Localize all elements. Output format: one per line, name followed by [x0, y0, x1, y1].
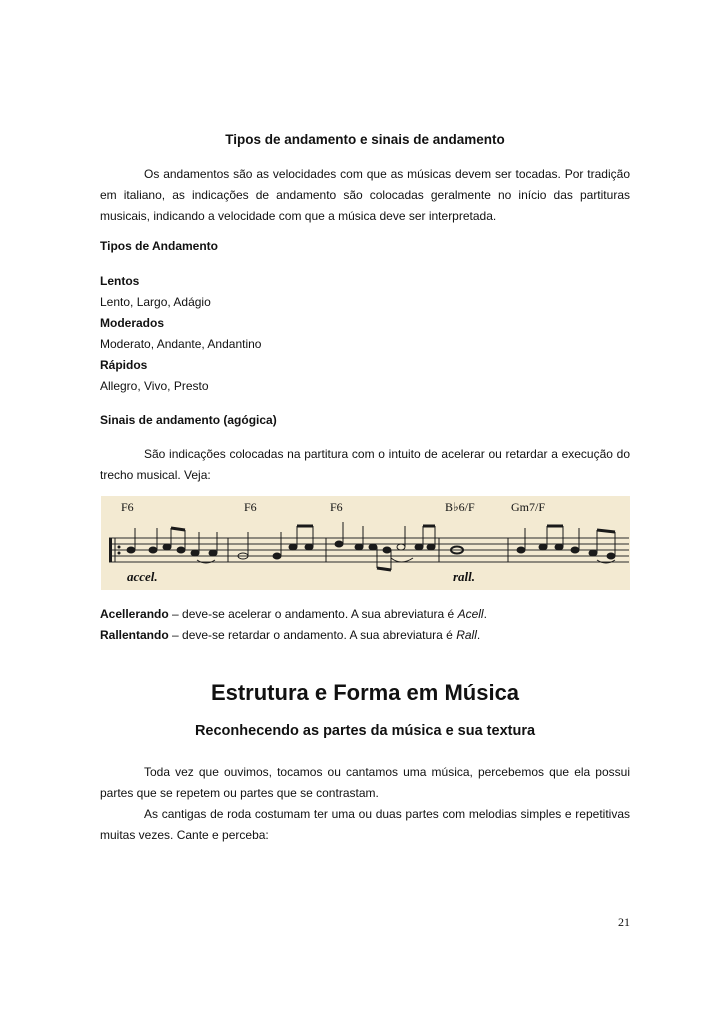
music-score-image: [101, 496, 630, 590]
structure-text-1: Toda vez que ouvimos, tocamos ou cantamos uma música, percebemos que ela possui partes que se repetem ou partes que se contrastam.: [100, 765, 630, 800]
signs-heading: Sinais de andamento (agógica): [100, 413, 277, 427]
type-name-moderados: Moderados: [100, 316, 165, 330]
type-name-rapidos: Rápidos: [100, 358, 148, 372]
chord-label: F6: [330, 500, 343, 514]
signs-text: São indicações colocadas na partitura com o intuito de acelerar ou retardar a execução do trecho musical. Veja:: [100, 447, 630, 482]
definition-end: .: [476, 628, 481, 642]
structure-paragraph-2: [100, 804, 630, 846]
intro-paragraph: [100, 164, 630, 227]
definition-abbr: Acell: [457, 607, 484, 621]
types-heading: Tipos de Andamento: [100, 239, 219, 253]
signs-paragraph: [100, 444, 630, 486]
main-heading: Estrutura e Forma em Música: [210, 680, 520, 705]
section-title: Tipos de andamento e sinais de andamento: [225, 132, 505, 147]
accel-marking: accel.: [127, 569, 158, 584]
intro-text: Os andamentos são as velocidades com que as músicas devem ser tocadas. Por tradição em italiano, as indicações de andamento são colocadas geralmente no início das partituras musicais, indicando a velocidade com que a música deve ser interpretada.: [100, 167, 630, 223]
rall-marking: rall.: [453, 569, 476, 584]
structure-paragraph-1: [100, 762, 630, 804]
chord-label: F6: [244, 500, 257, 514]
definition-text: – deve-se retardar o andamento. A sua abreviatura é: [168, 628, 457, 642]
chord-label: B♭6/F: [445, 500, 475, 514]
chord-label: Gm7/F: [511, 500, 546, 514]
definition-rallentando: [100, 625, 630, 646]
definition-term: Acellerando: [100, 607, 169, 621]
definition-end: .: [483, 607, 487, 621]
definition-abbr: Rall: [456, 628, 477, 642]
type-examples-moderados: Moderato, Andante, Andantino: [100, 337, 262, 351]
definition-accelerando: [100, 604, 630, 625]
type-examples-lentos: Lento, Largo, Adágio: [100, 295, 211, 309]
definition-term: Rallentando: [100, 628, 169, 642]
chord-label: F6: [121, 500, 134, 514]
page-number: 21: [618, 915, 630, 929]
structure-text-2: As cantigas de roda costumam ter uma ou duas partes com melodias simples e repetitivas muitas vezes. Cante e perceba:: [100, 807, 630, 842]
type-examples-rapidos: Allegro, Vivo, Presto: [100, 379, 209, 393]
type-name-lentos: Lentos: [100, 274, 140, 288]
definition-text: – deve-se acelerar o andamento. A sua abreviatura é: [168, 607, 458, 621]
subheading: Reconhecendo as partes da música e sua textura: [194, 723, 536, 739]
